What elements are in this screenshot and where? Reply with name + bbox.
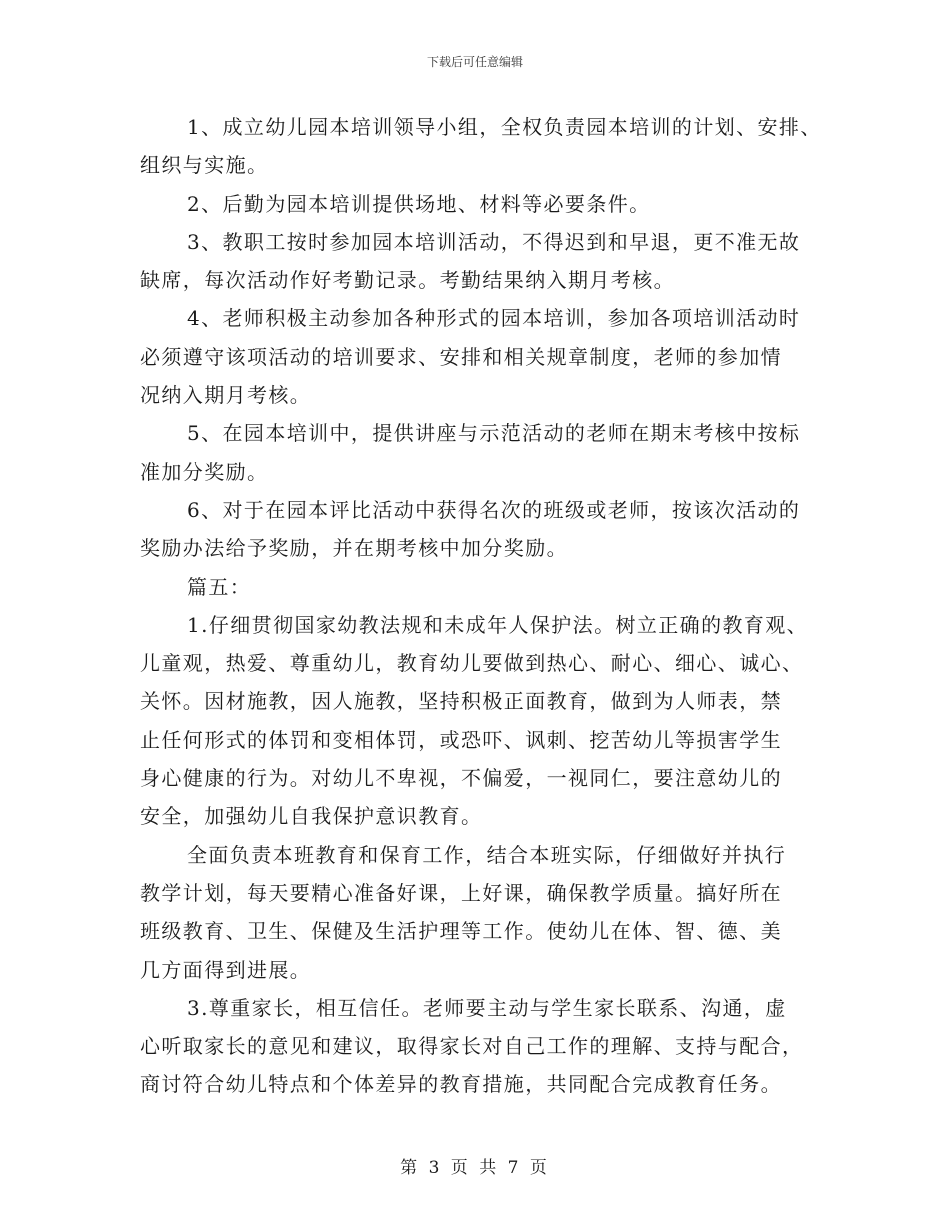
paragraph-line: 奖励办法给予奖励，并在期考核中加分奖励。 <box>140 536 568 561</box>
paragraph-line: 止任何形式的体罚和变相体罚，或恐吓、讽刺、挖苦幼儿等损害学生 <box>140 727 782 752</box>
paragraph-line: 1、成立幼儿园本培训领导小组，全权负责园本培训的计划、安排、 <box>187 115 822 139</box>
paragraph-line: 教学计划，每天要精心准备好课，上好课，确保教学质量。搞好所在 <box>140 880 782 905</box>
paragraph-line: 班级教育、卫生、保健及生活护理等工作。使幼儿在体、智、德、美 <box>140 919 782 944</box>
paragraph-line: 商讨符合幼儿特点和个体差异的教育措施，共同配合完成教育任务。 <box>140 1072 782 1097</box>
paragraph-line: 几方面得到进展。 <box>140 957 312 982</box>
paragraph-line: 3.尊重家长，相互信任。老师要主动与学生家长联系、沟通，虚 <box>187 995 787 1020</box>
section-heading: 篇五： <box>187 574 252 599</box>
document-body <box>140 108 840 1104</box>
page-header: 下载后可任意编辑 <box>426 55 523 69</box>
paragraph-line: 必须遵守该项活动的培训要求、安排和相关规章制度，老师的参加情 <box>140 344 782 369</box>
paragraph-line: 5、在园本培训中，提供讲座与示范活动的老师在期末考核中按标 <box>187 421 801 446</box>
paragraph-line: 心听取家长的意见和建议，取得家长对自己工作的理解、支持与配合， <box>140 1034 804 1059</box>
paragraph-line: 安全，加强幼儿自我保护意识教育。 <box>140 804 483 829</box>
paragraph-line: 况纳入期月考核。 <box>140 383 312 408</box>
paragraph-line: 儿童观，热爱、尊重幼儿，教育幼儿要做到热心、耐心、细心、诚心、 <box>140 651 804 676</box>
paragraph-line: 1.仔细贯彻国家幼教法规和未成年人保护法。树立正确的教育观、 <box>187 612 809 637</box>
paragraph-line: 关怀。因材施教，因人施教，坚持积极正面教育，做到为人师表，禁 <box>140 689 782 714</box>
paragraph-line: 2、后勤为园本培训提供场地、材料等必要条件。 <box>187 191 651 216</box>
paragraph-line: 缺席，每次活动作好考勤记录。考勤结果纳入期月考核。 <box>140 268 675 293</box>
paragraph-line: 3、教职工按时参加园本培训活动，不得迟到和早退，更不准无故 <box>187 229 801 254</box>
page-number: 第 3 页 共 7 页 <box>400 1158 550 1178</box>
paragraph-line: 4、老师积极主动参加各种形式的园本培训，参加各项培训活动时 <box>187 306 801 331</box>
paragraph-line: 6、对于在园本评比活动中获得名次的班级或老师，按该次活动的 <box>187 497 801 522</box>
paragraph-line: 准加分奖励。 <box>140 459 269 484</box>
paragraph-line: 身心健康的行为。对幼儿不卑视，不偏爱，一视同仁，要注意幼儿的 <box>140 766 782 791</box>
paragraph-line: 组织与实施。 <box>140 153 269 178</box>
paragraph-line: 全面负责本班教育和保育工作，结合本班实际，仔细做好并执行 <box>187 842 787 867</box>
